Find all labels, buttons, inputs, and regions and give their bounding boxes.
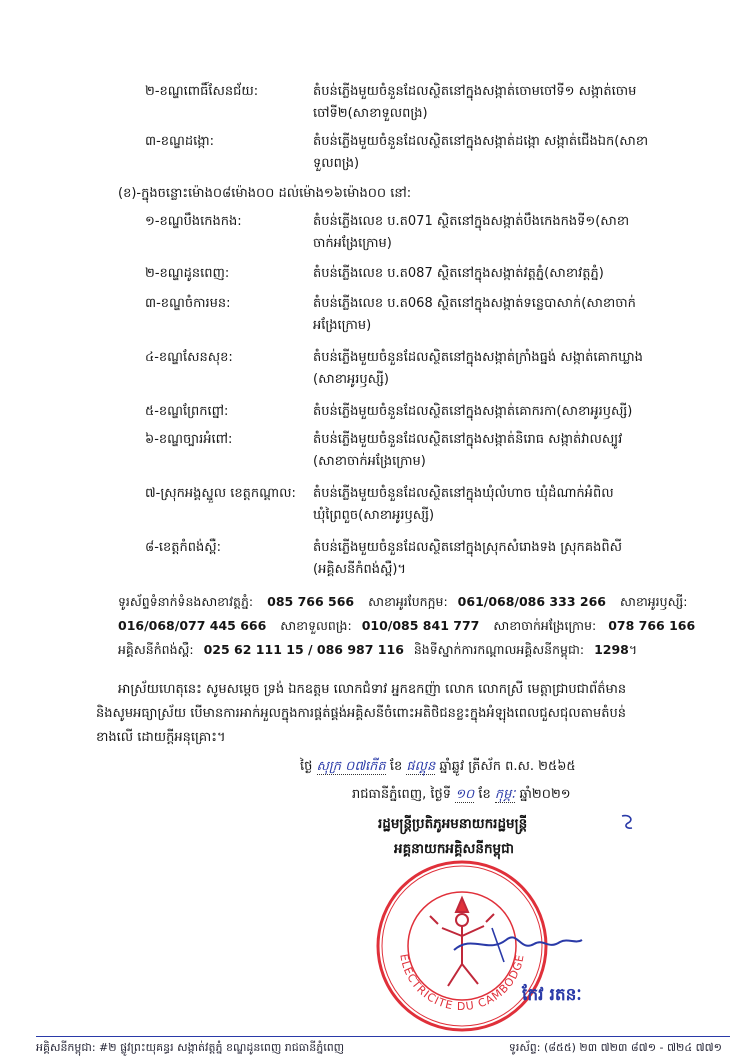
phone-number: 061/068/086 333 266: [457, 594, 606, 609]
item-label: ៥-ខណ្ឌព្រែកព្នៅ:: [145, 404, 229, 419]
item-label: ២-ខណ្ឌដូនពេញ:: [145, 266, 230, 281]
item-description: តំបន់ភ្លើងមួយចំនួនដែលស្ថិតនៅក្នុងសង្កាត់និរោធ សង្កាត់វាលស្បូវ: [313, 432, 623, 447]
phone-number: 078 766 166: [608, 618, 696, 633]
item-description: តំបន់ភ្លើងមួយចំនួនដែលស្ថិតនៅក្នុងសង្កាត់ក្រាំងធ្នង់ សង្កាត់គោកឃ្លាង: [313, 350, 643, 365]
item-description-cont: ចៅទី២(សាខាទួលពង្រ): [313, 106, 428, 121]
contact-label: ទូរស័ព្ទទំនាក់ទំនងសាខាវត្តភ្នំ:: [118, 594, 254, 609]
contact-label: អគ្គិសនីកំពង់ស្ពឺ:: [118, 642, 194, 657]
item-description-cont: ទួលពង្រ): [313, 156, 360, 171]
item-description-cont: (អគ្គិសនីកំពង់ស្ពឺ)។: [313, 562, 406, 577]
handwritten-day: ១០: [455, 787, 475, 802]
paragraph-line: និងសូមអធ្យាស្រ័យ បើមានការអាក់អួលក្នុងការផ្គត់ផ្គង់អគ្គិសនីចំពោះអតិថិជនខ្លះក្នុងអំឡុងពេលជួសជុលតាមតំបន់: [96, 706, 626, 721]
phone-number: 085 766 566: [267, 594, 355, 609]
signature-subtitle: អគ្គនាយកអគ្គិសនីកម្ពុជា: [394, 841, 514, 857]
solar-date: [352, 786, 571, 805]
phone-number: 016/068/077 445 666: [118, 618, 267, 633]
closing-paragraph: [96, 678, 708, 750]
item-label: ៣-ខណ្ឌចំការមន:: [145, 296, 231, 311]
item-description: តំបន់ភ្លើងលេខ ប.ត087 ស្ថិតនៅក្នុងសង្កាត់វត្តភ្នំ(សាខាវត្តភ្នំ): [313, 266, 604, 281]
contact-label: សាខាអូរឫស្សី:: [619, 594, 688, 609]
handwritten-month: កុម្ភៈ: [494, 787, 516, 802]
footer-address: អគ្គិសនីកម្ពុជា: #២ ផ្លូវព្រះយុគន្ធរ សង្កាត់វត្តភ្នំ ខណ្ឌដូនពេញ រាជធានីភ្នំពេញ: [36, 1041, 345, 1054]
section-heading: (ខ)-ក្នុងចន្លោះម៉ោង០៨ម៉ោង០០ ដល់ម៉ោង១៦ម៉ោង០០ នៅ:: [118, 186, 412, 201]
paragraph-line: ខាងលើ ដោយក្តីអនុគ្រោះ។: [96, 730, 226, 745]
item-label: ២-ខណ្ឌពោធិ៍សែនជ័យ:: [145, 84, 259, 99]
item-label: ១-ខណ្ឌបឹងកេងកង:: [145, 214, 242, 229]
item-description-cont: អង្រែក្រោម): [313, 318, 372, 333]
contact-label: សាខាអូរបែកក្អម:: [368, 594, 448, 609]
paragraph-line: អាស្រ័យហេតុនេះ សូមសម្តេច ទ្រង់ ឯកឧត្តម លោកជំទាវ អ្នកឧកញ៉ា លោក លោកស្រី មេត្តាជ្រាបជាព័ត៌មាន: [118, 682, 627, 697]
lunar-date: [300, 758, 576, 777]
contact-label: សាខាចាក់អង្រែក្រោម:: [493, 618, 597, 633]
item-description: តំបន់ភ្លើងមួយចំនួនដែលស្ថិតនៅក្នុងស្រុកសំរោងទង ស្រុកគងពិសី: [313, 540, 622, 555]
contact-end: ។: [628, 642, 638, 657]
contact-line-3: [118, 642, 637, 658]
item-description-cont: (សាខាអូរឫស្សី): [313, 372, 389, 387]
signature-title: រដ្ឋមន្ត្រីប្រតិភូអមនាយករដ្ឋមន្ត្រី: [378, 816, 528, 832]
contact-line-2: [118, 618, 695, 634]
date-mid: ខែ: [478, 787, 491, 802]
hotline-number: 1298: [594, 642, 629, 657]
item-label: ៤-ខណ្ឌសែនសុខ:: [145, 350, 233, 365]
phone-number: 010/085 841 777: [361, 618, 480, 633]
initial-mark-icon: [618, 812, 638, 832]
page-footer: [36, 1036, 730, 1057]
item-description: តំបន់ភ្លើងលេខ ប.ត071 ស្ថិតនៅក្នុងសង្កាត់បឹងកេងកងទី១(សាខា: [313, 214, 630, 229]
handwritten-day: សុក្រ ០៧កើត: [316, 759, 386, 774]
item-label: ៦-ខណ្ឌច្បារអំពៅ:: [145, 432, 233, 447]
item-description-cont: (សាខាចាក់អង្រែក្រោម): [313, 454, 426, 469]
handwritten-signature-icon: [448, 918, 588, 968]
date-prefix: ថ្ងៃ: [300, 759, 313, 774]
item-description: តំបន់ភ្លើងលេខ ប.ត068 ស្ថិតនៅក្នុងសង្កាត់ទន្លេបាសាក់(សាខាចាក់: [313, 296, 636, 311]
date-prefix: រាជធានីភ្នំពេញ, ថ្ងៃទី: [352, 787, 452, 802]
item-description: តំបន់ភ្លើងមួយចំនួនដែលស្ថិតនៅក្នុងសង្កាត់ចោមចៅទី១ សង្កាត់ចោម: [313, 84, 637, 99]
item-label: ៧-ស្រុកអង្គស្នួល ខេត្តកណ្តាល:: [145, 486, 296, 501]
footer-phone: ទូរស័ព្ទ: (៨៥៥) ២៣ ៧២៣ ៨៧១ - ៧២៤ ៧៧១: [508, 1041, 722, 1054]
date-mid: ខែ: [389, 759, 403, 774]
item-description: តំបន់ភ្លើងមួយចំនួនដែលស្ថិតនៅក្នុងឃុំលំហាច ឃុំដំណាក់អំពិល: [313, 486, 614, 501]
item-description: តំបន់ភ្លើងមួយចំនួនដែលស្ថិតនៅក្នុងសង្កាត់គោករកា(សាខាអូរឫស្សី): [313, 404, 633, 419]
item-description: តំបន់ភ្លើងមួយចំនួនដែលស្ថិតនៅក្នុងសង្កាត់ដង្កោ សង្កាត់ជើងឯក(សាខា: [313, 134, 649, 149]
date-suffix: ឆ្នាំ២០២១: [519, 787, 571, 802]
item-description-cont: ចាក់អង្រែក្រោម): [313, 236, 392, 251]
phone-number: 025 62 111 15 / 086 987 116: [203, 642, 404, 657]
date-suffix: ឆ្នាំឆ្លូវ ត្រីស័ក ព.ស. ២៥៦៥: [439, 759, 576, 774]
item-label: ៣-ខណ្ឌដង្កោ:: [145, 134, 215, 149]
handwritten-month: ផល្គុន: [406, 759, 436, 774]
signer-name: កែវ រតនៈ: [522, 985, 582, 1005]
contact-label: និងទីស្នាក់ការកណ្តាលអគ្គិសនីកម្ពុជា:: [413, 642, 585, 657]
item-label: ៨-ខេត្តកំពង់ស្ពឺ:: [145, 540, 222, 555]
item-description-cont: ឃុំព្រៃពួច(សាខាអូរឫស្សី): [313, 508, 435, 523]
contact-label: សាខាទួលពង្រ:: [280, 618, 352, 633]
seal-text: ELECTRICITE DU CAMBODGE: [397, 952, 527, 1014]
contact-line-1: [118, 594, 687, 610]
